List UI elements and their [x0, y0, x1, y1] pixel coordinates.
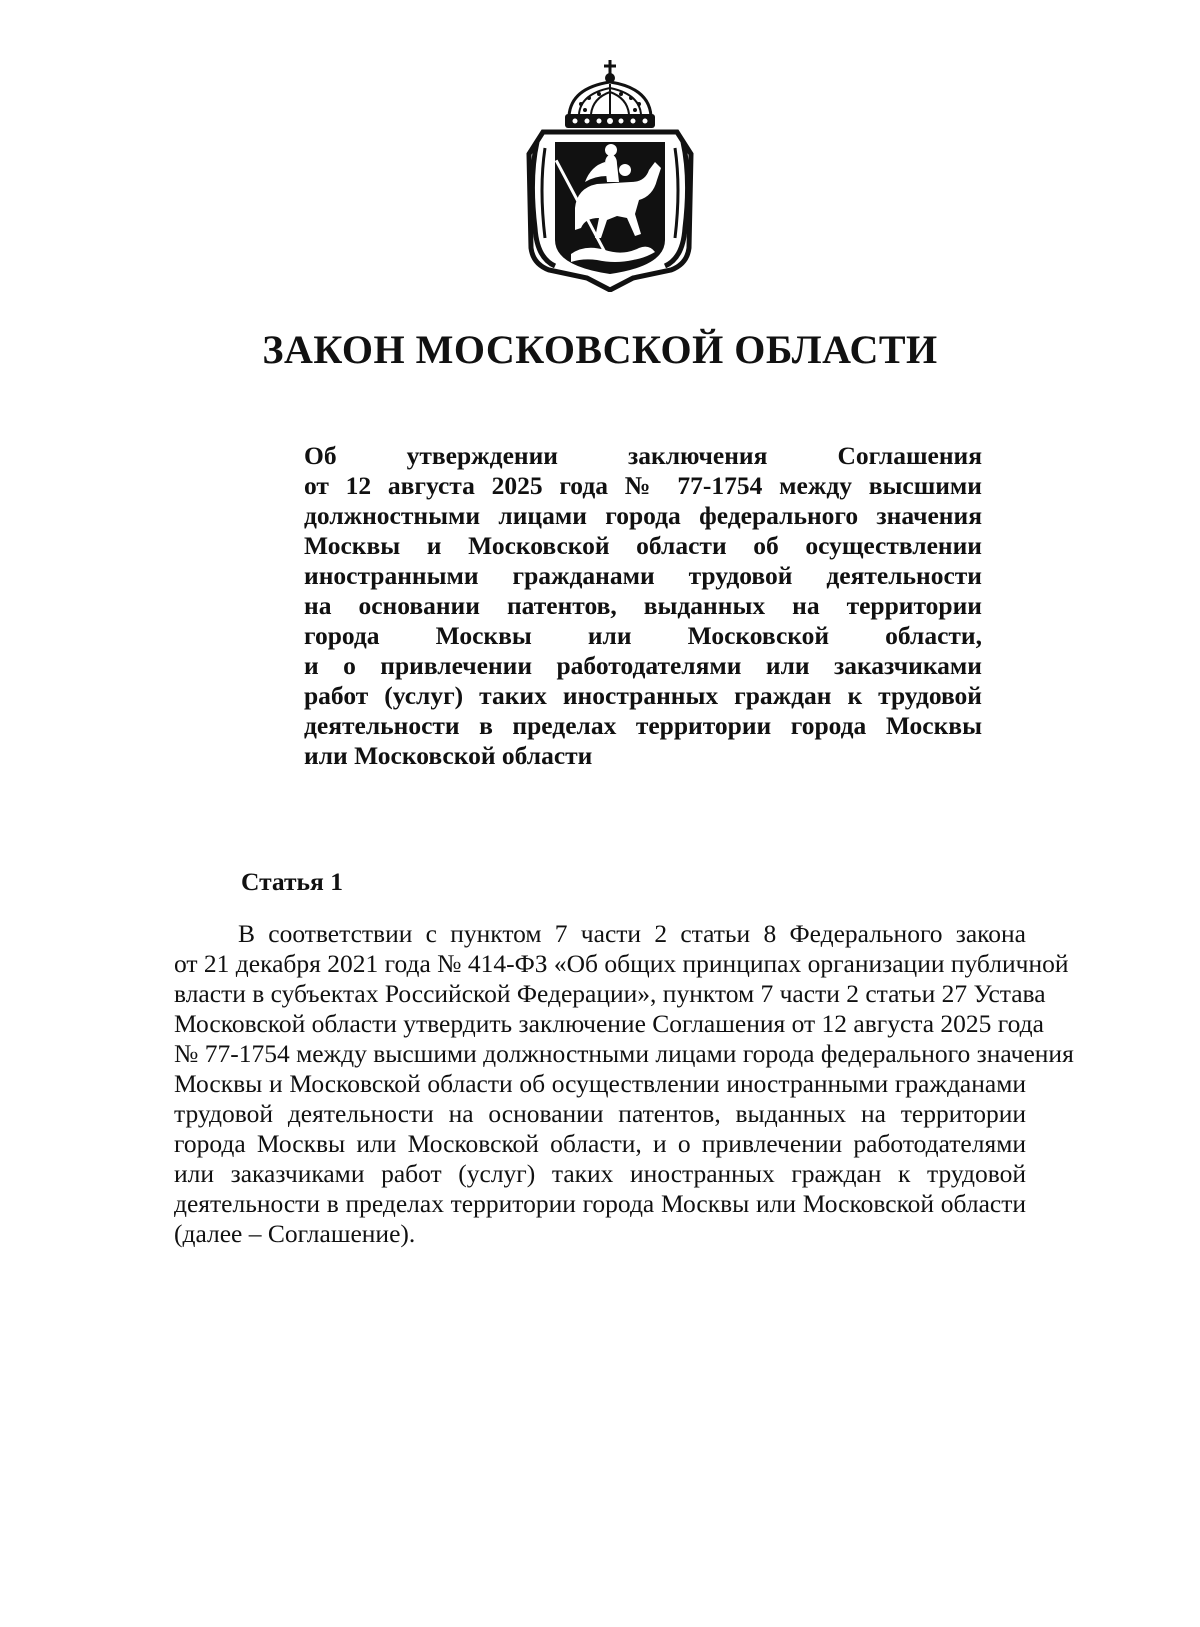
article-line: города Москвы или Московской области, и о привлечении работодателями — [174, 1129, 1026, 1158]
subject-line: должностными лицами города федерального значения — [304, 501, 982, 530]
article-line: Москвы и Московской области об осуществлении иностранными гражданами — [174, 1069, 1026, 1098]
subject-line: и о привлечении работодателями или заказчиками — [304, 651, 982, 680]
subject-line: Об утверждении заключения Соглашения — [304, 441, 982, 470]
subject-line: Москвы и Московской области об осуществлении — [304, 531, 982, 560]
article-line: В соответствии с пунктом 7 части 2 статьи 8 Федерального закона — [238, 919, 1026, 948]
coat-of-arms-icon — [521, 58, 699, 292]
article-line: власти в субъектах Российской Федерации», пунктом 7 части 2 статьи 27 Устава — [174, 979, 1046, 1008]
article-line: (далее – Соглашение). — [174, 1219, 416, 1248]
subject-line: на основании патентов, выданных на территории — [304, 591, 982, 620]
subject-line: от 12 августа 2025 года № 77-1754 между высшими — [304, 471, 982, 500]
article-line: от 21 декабря 2021 года № 414-ФЗ «Об общих принципах организации публичной — [174, 949, 1069, 978]
subject-line: или Московской области — [304, 741, 593, 770]
article-line: трудовой деятельности на основании патентов, выданных на территории — [174, 1099, 1026, 1128]
article-line: или заказчиками работ (услуг) таких иностранных граждан к трудовой — [174, 1159, 1026, 1188]
article-line: деятельности в пределах территории города Москвы или Московской области — [174, 1189, 1026, 1218]
document-title: ЗАКОН МОСКОВСКОЙ ОБЛАСТИ — [262, 327, 938, 372]
subject-line: работ (услуг) таких иностранных граждан к трудовой — [304, 681, 982, 710]
law-subject — [304, 441, 982, 771]
article-heading: Статья 1 — [241, 867, 343, 896]
subject-line: иностранными гражданами трудовой деятельности — [304, 561, 982, 590]
article-body — [174, 919, 1074, 1249]
subject-line: деятельности в пределах территории города Москвы — [304, 711, 982, 740]
subject-line: города Москвы или Московской области, — [304, 621, 982, 650]
crown-icon — [565, 60, 655, 128]
article-line: Московской области утвердить заключение Соглашения от 12 августа 2025 года — [174, 1009, 1044, 1038]
article-line: № 77-1754 между высшими должностными лицами города федерального значения — [174, 1039, 1074, 1068]
